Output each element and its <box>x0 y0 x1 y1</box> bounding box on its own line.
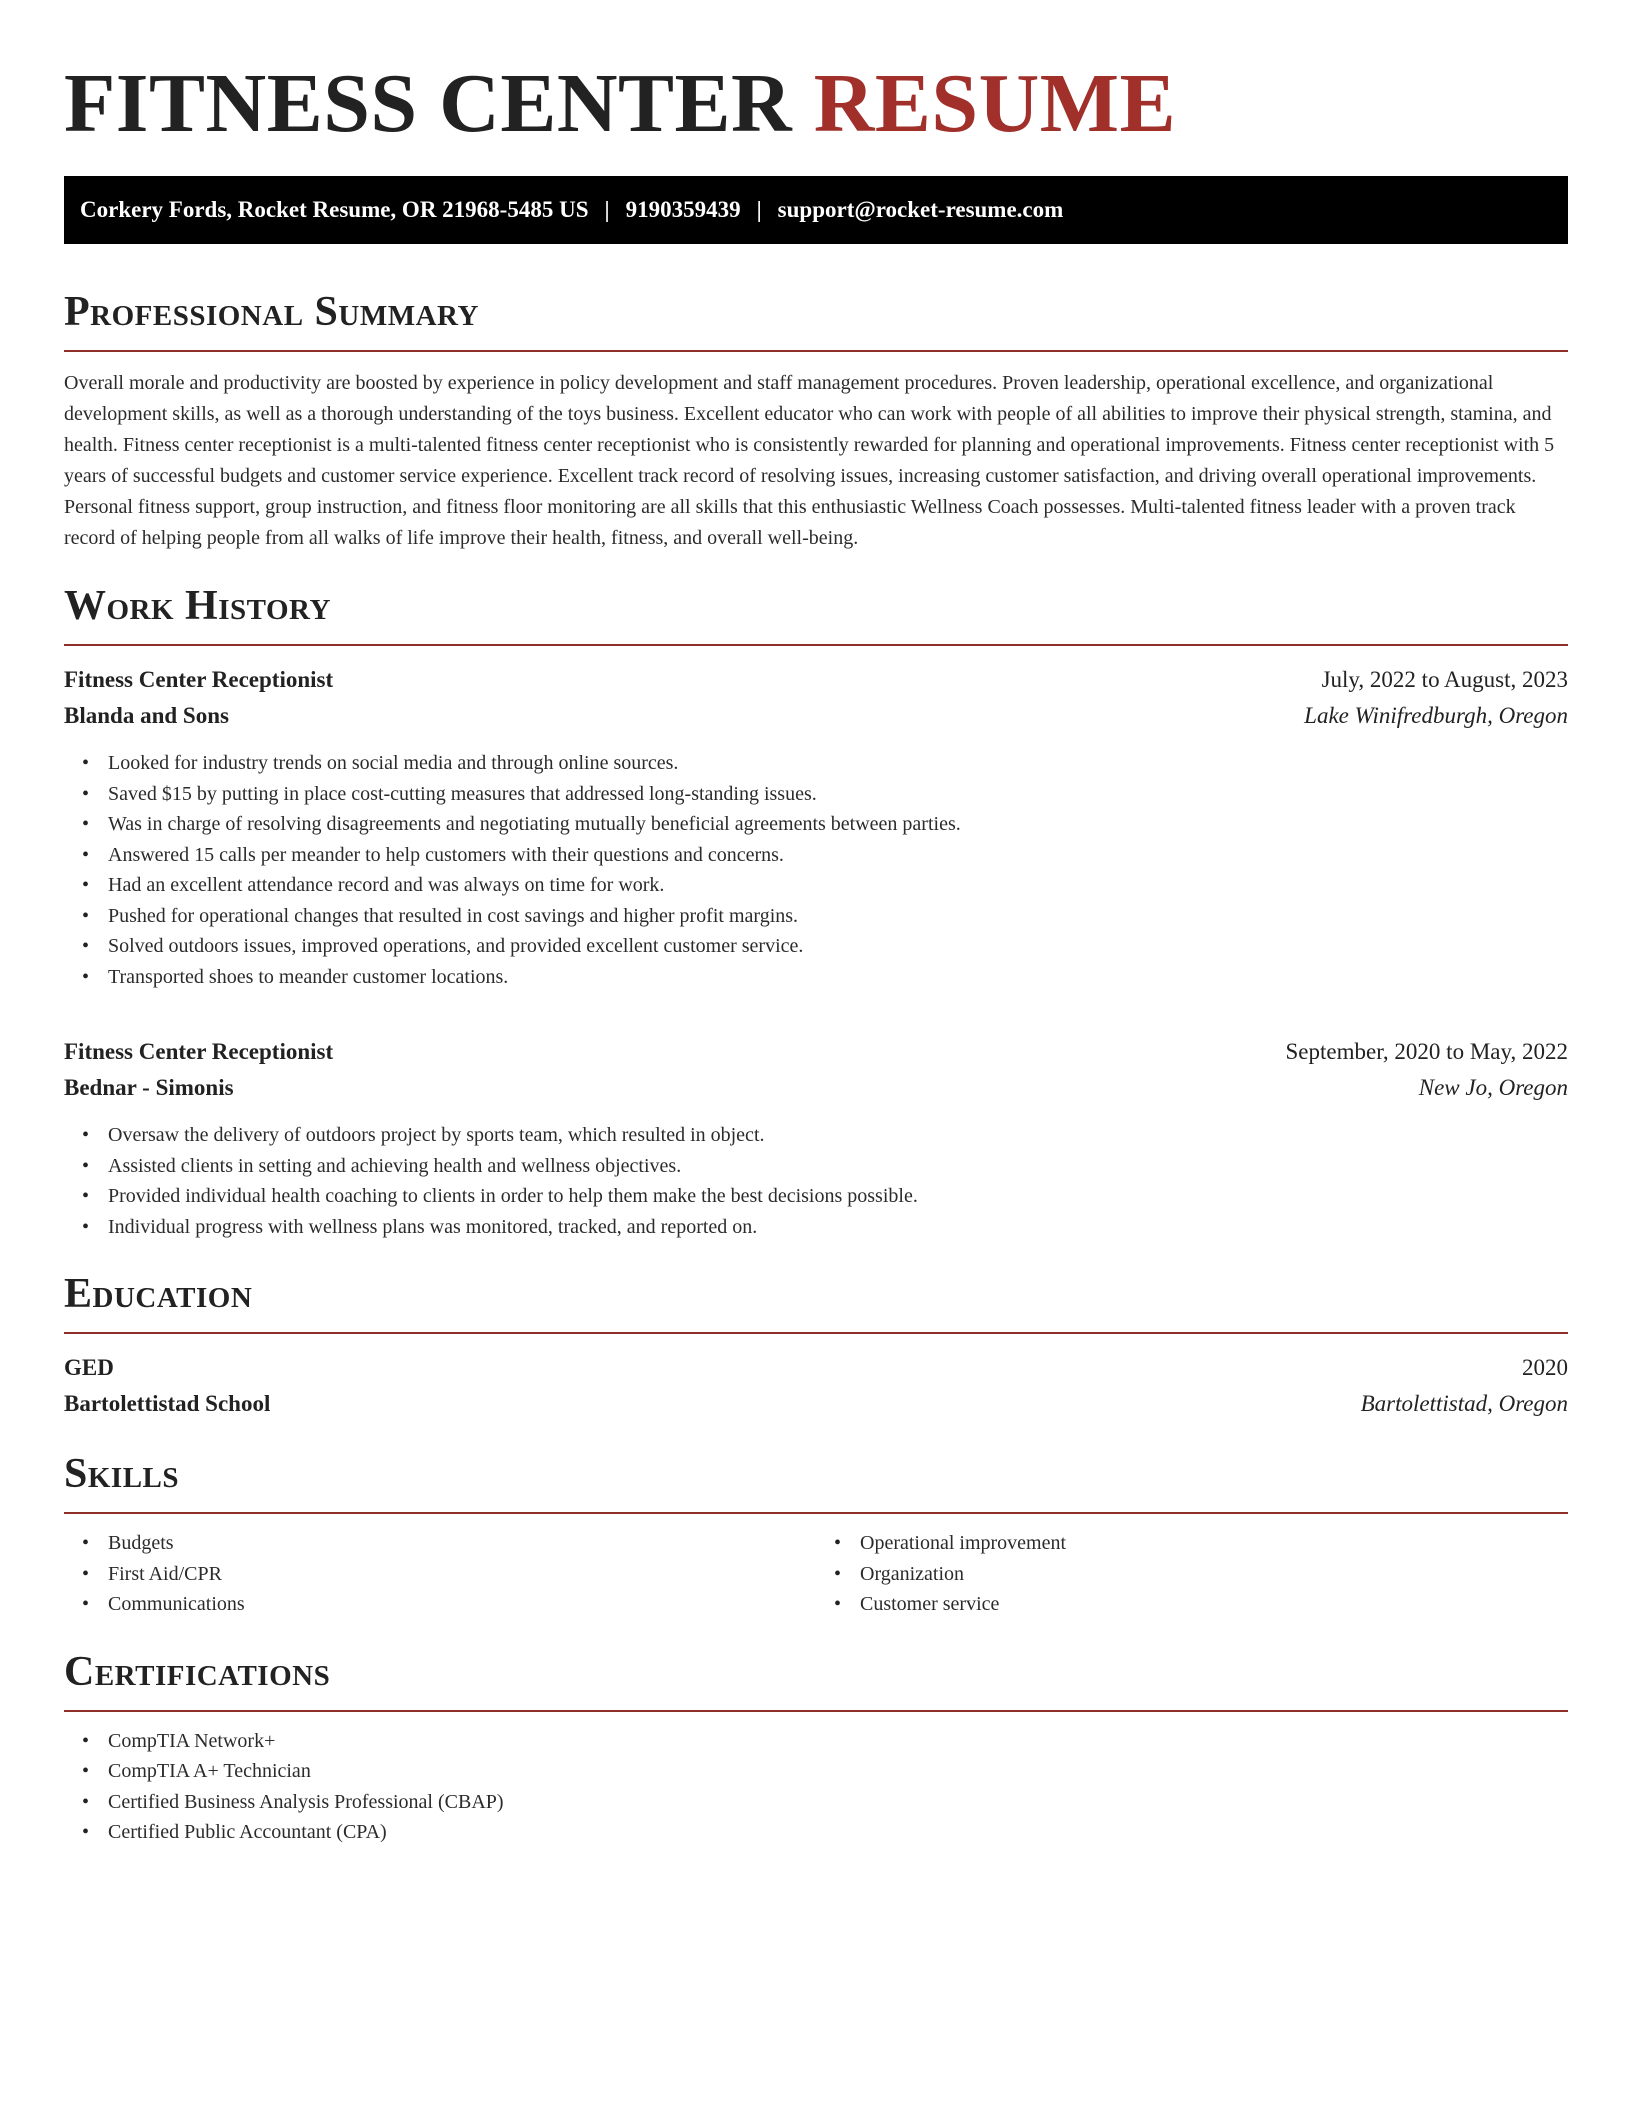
job-entry <box>64 662 1568 992</box>
skills-grid <box>64 1528 1568 1620</box>
job-company-row <box>64 1070 1568 1106</box>
job-title: Fitness Center Receptionist <box>64 667 334 692</box>
job-company: Blanda and Sons <box>64 703 229 728</box>
section-divider <box>64 1710 1568 1712</box>
list-item: • Was in charge of resolving disagreements and negotiating mutually beneficial agreements between parties. <box>108 809 1568 840</box>
summary-section <box>64 286 1568 554</box>
job-bullets <box>64 1120 1568 1242</box>
list-item: • Had an excellent attendance record and was always on time for work. <box>108 870 1568 901</box>
resume-title <box>64 56 1568 152</box>
contact-bar <box>64 176 1568 244</box>
education-heading: Education <box>64 1271 253 1317</box>
section-divider <box>64 350 1568 352</box>
contact-phone: 9190359439 <box>625 197 741 222</box>
section-divider <box>64 644 1568 646</box>
job-header-row <box>64 1034 1568 1070</box>
contact-email: support@rocket-resume.com <box>777 197 1064 222</box>
list-item: • CompTIA Network+ <box>108 1726 1568 1757</box>
education-degree-row <box>64 1350 1568 1386</box>
job-company: Bednar - Simonis <box>64 1075 234 1100</box>
skills-section <box>64 1448 1568 1620</box>
list-item: • Assisted clients in setting and achieving health and wellness objectives. <box>108 1151 1568 1182</box>
list-item: • Individual progress with wellness plans was monitored, tracked, and reported on. <box>108 1212 1568 1243</box>
job-location: Lake Winifredburgh, Oregon <box>1304 703 1568 728</box>
education-entry <box>64 1350 1568 1422</box>
education-year: 2020 <box>1522 1355 1568 1380</box>
list-item: • Answered 15 calls per meander to help customers with their questions and concerns. <box>108 840 1568 871</box>
education-section <box>64 1268 1568 1422</box>
list-item: • Customer service <box>860 1589 1568 1620</box>
work-history-section <box>64 580 1568 1242</box>
title-main: FITNESS CENTER <box>64 57 793 150</box>
list-item: • Pushed for operational changes that resulted in cost savings and higher profit margins. <box>108 901 1568 932</box>
contact-address: Corkery Fords, Rocket Resume, OR 21968-5485 US <box>80 197 589 222</box>
job-dates: July, 2022 to August, 2023 <box>1321 667 1568 692</box>
certifications-list <box>64 1726 1568 1848</box>
list-item: • Looked for industry trends on social media and through online sources. <box>108 748 1568 779</box>
job-header-row <box>64 662 1568 698</box>
job-entry <box>64 1034 1568 1242</box>
section-divider <box>64 1332 1568 1334</box>
list-item: • Communications <box>108 1589 816 1620</box>
education-location: Bartolettistad, Oregon <box>1360 1391 1568 1416</box>
list-item: • CompTIA A+ Technician <box>108 1756 1568 1787</box>
title-accent: RESUME <box>813 57 1177 150</box>
summary-heading: Professional Summary <box>64 289 479 335</box>
job-title: Fitness Center Receptionist <box>64 1039 334 1064</box>
list-item: • Certified Public Accountant (CPA) <box>108 1817 1568 1848</box>
list-item: • First Aid/CPR <box>108 1559 816 1590</box>
job-location: New Jo, Oregon <box>1418 1075 1568 1100</box>
job-company-row <box>64 698 1568 734</box>
education-school: Bartolettistad School <box>64 1391 271 1416</box>
job-dates: September, 2020 to May, 2022 <box>1285 1039 1568 1064</box>
job-bullets <box>64 748 1568 992</box>
list-item: • Certified Business Analysis Professional (CBAP) <box>108 1787 1568 1818</box>
education-school-row <box>64 1386 1568 1422</box>
education-degree: GED <box>64 1355 114 1380</box>
certifications-heading: Certifications <box>64 1648 331 1695</box>
list-item: • Provided individual health coaching to clients in order to help them make the best decisions possible. <box>108 1181 1568 1212</box>
skills-heading: Skills <box>64 1451 180 1497</box>
contact-separator: | <box>604 197 610 222</box>
list-item: • Organization <box>860 1559 1568 1590</box>
contact-separator: | <box>756 197 762 222</box>
list-item: • Solved outdoors issues, improved operations, and provided excellent customer service. <box>108 931 1568 962</box>
section-divider <box>64 1512 1568 1514</box>
list-item: • Transported shoes to meander customer locations. <box>108 962 1568 993</box>
certifications-section <box>64 1646 1568 1848</box>
work-history-heading: Work History <box>64 583 331 629</box>
list-item: • Operational improvement <box>860 1528 1568 1559</box>
skills-list-right <box>816 1528 1568 1620</box>
list-item: • Saved $15 by putting in place cost-cutting measures that addressed long-standing issues. <box>108 779 1568 810</box>
list-item: • Budgets <box>108 1528 816 1559</box>
summary-text: Overall morale and productivity are boosted by experience in policy development and staff management procedures. Proven leadership, operational excellence, and organizational development skills, as well as a thorough understanding of the toys business. Excellent educator who can work with people of all abilities to improve their physical strength, stamina, and health. Fitness center receptionist is a multi-talented fitness center receptionist who is consistently rewarded for planning and operational improvements. Fitness center receptionist with 5 years of successful budgets and customer service experience. Excellent track record of resolving issues, increasing customer satisfaction, and driving overall operational improvements. Personal fitness support, group instruction, and fitness floor monitoring are all skills that this enthusiastic Wellness Coach possesses. Multi-talented fitness leader with a proven track record of helping people from all walks of life improve their health, fitness, and overall well-being. <box>64 372 1555 549</box>
list-item: • Oversaw the delivery of outdoors project by sports team, which resulted in object. <box>108 1120 1568 1151</box>
skills-list-left <box>64 1528 816 1620</box>
